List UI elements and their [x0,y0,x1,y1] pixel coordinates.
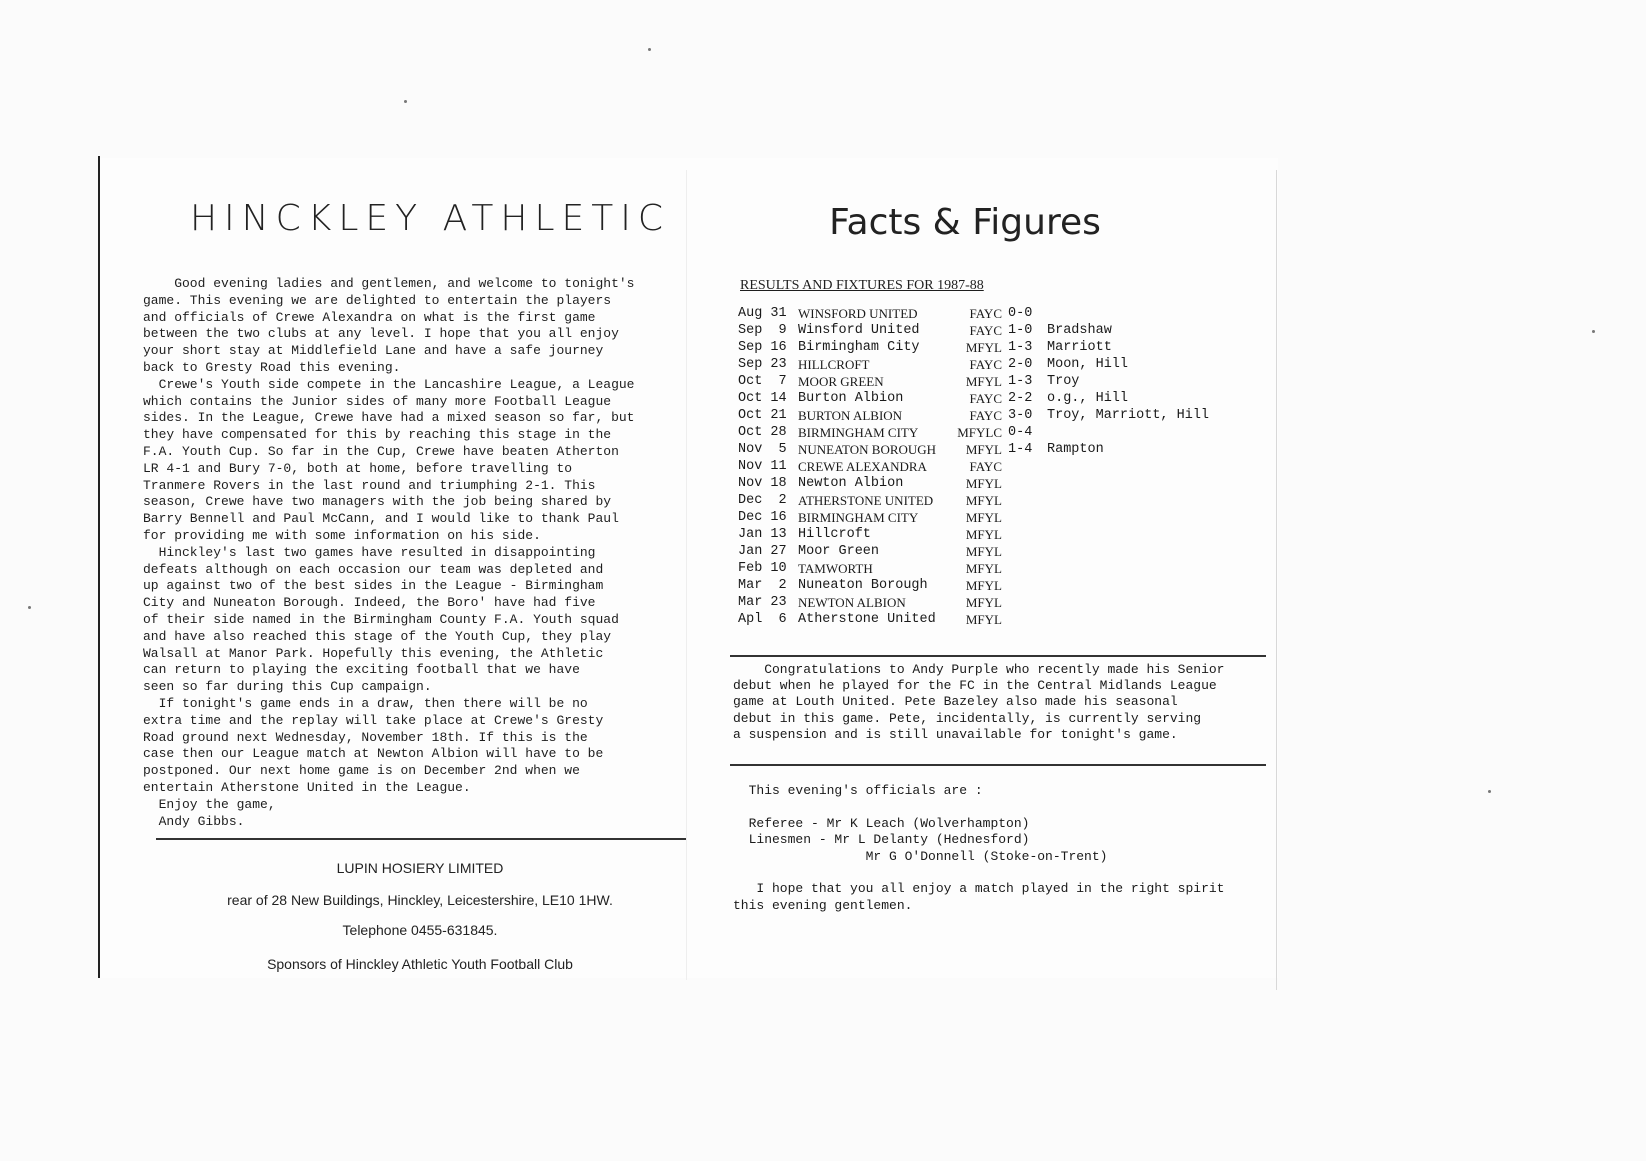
fixture-score: 2-0 [1008,357,1033,372]
fixture-competition: MFYL [965,374,1002,389]
fixture-opponent: Burton Albion [798,391,904,406]
fixture-date: Jan 13 [738,527,787,542]
fixture-opponent: ATHERSTONE UNITED [798,493,934,508]
fixture-score: 0-4 [1008,425,1033,440]
fixture-scorers: Rampton [1047,442,1104,457]
scan-speck [28,606,31,609]
sponsor-name: LUPIN HOSIERY LIMITED [336,860,504,876]
page-fold [686,170,687,980]
fixture-row [738,578,1238,595]
fixture-date: Jan 27 [738,544,787,559]
fixture-competition: MFYLC [957,425,1002,440]
fixture-score: 1-0 [1008,323,1033,338]
fixture-row [738,544,1238,561]
fixture-row [738,357,1238,374]
congratulations-note: Congratulations to Andy Purple who recently made his Senior debut when he played for the FC in the Central Midlands League game at Louth United. Pete Bazeley also made his seasonal debut in this game. Pete, incidentally, is currently serving a suspension and is still unavailable for tonight's game. [733,662,1225,742]
fixture-date: Mar 2 [738,578,787,593]
fixture-date: Oct 28 [738,425,787,440]
fixture-opponent: Winsford United [798,323,920,338]
fixture-date: Aug 31 [738,306,787,321]
fixture-competition: FAYC [969,323,1002,338]
fixture-scorers: Troy, Marriott, Hill [1047,408,1210,423]
scan-speck [1488,790,1491,793]
fixture-row [738,476,1238,493]
fixture-date: Dec 2 [738,493,787,508]
fixture-competition: MFYL [965,340,1002,355]
fixture-date: Mar 23 [738,595,787,610]
fixture-competition: FAYC [969,306,1002,321]
fixture-scorers: Bradshaw [1047,323,1112,338]
fixture-scorers: Troy [1047,374,1080,389]
fixture-opponent: Nuneaton Borough [798,578,928,593]
fixture-competition: FAYC [969,408,1002,423]
sponsor-credit: Sponsors of Hinckley Athletic Youth Football Club [267,956,573,972]
fixture-date: Oct 7 [738,374,787,389]
fixture-competition: MFYL [965,510,1002,525]
fixture-score: 1-3 [1008,340,1033,355]
sponsor-address: rear of 28 New Buildings, Hinckley, Leicestershire, LE10 1HW. [227,892,613,908]
fixture-competition: MFYL [965,442,1002,457]
fixture-opponent: HILLCROFT [798,357,870,372]
fixture-row [738,510,1238,527]
fixture-date: Apl 6 [738,612,787,627]
fixture-opponent: CREWE ALEXANDRA [798,459,927,474]
fixture-scorers: Moon, Hill [1047,357,1129,372]
fixture-row [738,391,1238,408]
fixture-scorers: o.g., Hill [1047,391,1129,406]
fixture-opponent: Atherstone United [798,612,936,627]
fixture-opponent: Birmingham City [798,340,920,355]
fixtures-heading: RESULTS AND FIXTURES FOR 1987-88 [740,278,984,293]
fixture-opponent: Newton Albion [798,476,904,491]
fixture-opponent: NEWTON ALBION [798,595,906,610]
fixture-row [738,459,1238,476]
fixture-competition: FAYC [969,391,1002,406]
fixture-opponent: Moor Green [798,544,880,559]
fixture-opponent: TAMWORTH [798,561,873,576]
fixture-opponent: BIRMINGHAM CITY [798,510,919,525]
fixture-date: Sep 23 [738,357,787,372]
fixture-date: Nov 18 [738,476,787,491]
sponsor-telephone: Telephone 0455-631845. [342,922,498,938]
fixture-competition: MFYL [965,595,1002,610]
fixture-row [738,425,1238,442]
sheet-right-edge [1276,170,1277,990]
fixture-competition: FAYC [969,357,1002,372]
congrats-divider-top [730,655,1266,657]
fixture-score: 0-0 [1008,306,1033,321]
fixture-opponent: BIRMINGHAM CITY [798,425,919,440]
fixture-score: 1-3 [1008,374,1033,389]
fixture-opponent: Hillcroft [798,527,871,542]
scan-speck [648,48,651,51]
fixture-date: Nov 5 [738,442,787,457]
fixture-date: Sep 9 [738,323,787,338]
officials-divider [730,764,1266,766]
fixture-row [738,493,1238,510]
fixture-row [738,323,1238,340]
fixture-competition: MFYL [965,578,1002,593]
fixture-opponent: NUNEATON BOROUGH [798,442,937,457]
club-title: HINCKLEY ATHLETIC [189,198,671,239]
fixture-competition: MFYL [965,544,1002,559]
officials-note: This evening's officials are : Referee - Mr K Leach (Wolverhampton) Linesmen - Mr L Delanty (Hednesford) Mr G O'Donnell (Stoke-on-Trent) I hope that you all enjoy a match played in the right spirit this evening gentlemen. [733,783,1225,913]
fixture-row [738,408,1238,425]
fixture-score: 3-0 [1008,408,1033,423]
fixture-opponent: MOOR GREEN [798,374,884,389]
fixture-date: Sep 16 [738,340,787,355]
fixture-row [738,527,1238,544]
facts-title: Facts & Figures [829,202,1101,243]
welcome-letter: Good evening ladies and gentlemen, and welcome to tonight's game. This evening we are delighted to entertain the players and officials of Crewe Alexandra on what is the first game between the two clubs at any level. I hope that you all enjoy your short stay at Middlefield Lane and have a safe journey back to Gresty Road this evening. Crewe's Youth side compete in the Lancashire League, a League which contains the Junior sides of many more Football League sides. In the League, Crewe have had a mixed season so far, but they have compensated for this by reaching this stage in the F.A. Youth Cup. So far in the Cup, Crewe have beaten Atherton LR 4-1 and Bury 7-0, both at home, before travelling to Tranmere Rovers in the last round and triumphing 2-1. This season, Crewe have two managers with the job being shared by Barry Bennell and Paul McCann, and I would like to thank Paul for providing me with some information on his side. Hinckley's last two games have resulted in disappointing defeats although on each occasion our team was depleted and up against two of the best sides in the League - Birmingham City and Nuneaton Borough. Indeed, the Boro' have had five of their side named in the Birmingham County F.A. Youth squad and have also reached this stage of the Youth Cup, they play Walsall at Manor Park. Hopefully this evening, the Athletic can return to playing the exciting football that we have seen so far during this Cup campaign. If tonight's game ends in a draw, then there will be no extra time and the replay will take place at Crewe's Gresty Road ground next Wednesday, November 18th. If this is the case then our League match at Newton Albion will have to be postponed. Our next home game is on December 2nd when we entertain Atherstone United in the League. Enjoy the game, Andy Gibbs. [143,276,635,829]
scan-speck [1592,330,1595,333]
fixture-date: Dec 16 [738,510,787,525]
fixture-score: 1-4 [1008,442,1033,457]
fixture-score: 2-2 [1008,391,1033,406]
fixture-date: Oct 21 [738,408,787,423]
fixture-competition: FAYC [969,459,1002,474]
fixtures-list [738,306,1238,629]
fixture-date: Nov 11 [738,459,787,474]
fixture-row [738,561,1238,578]
fixture-opponent: WINSFORD UNITED [798,306,918,321]
fixture-date: Oct 14 [738,391,787,406]
fixture-row [738,595,1238,612]
sheet-left-edge [98,156,100,978]
fixture-date: Feb 10 [738,561,787,576]
fixture-row [738,340,1238,357]
fixture-row [738,442,1238,459]
fixture-row [738,374,1238,391]
fixture-competition: MFYL [965,527,1002,542]
fixture-competition: MFYL [965,561,1002,576]
sponsor-divider [156,838,686,840]
fixture-scorers: Marriott [1047,340,1112,355]
fixture-opponent: BURTON ALBION [798,408,903,423]
fixture-row [738,306,1238,323]
fixture-row [738,612,1238,629]
fixture-competition: MFYL [965,476,1002,491]
fixture-competition: MFYL [965,612,1002,627]
fixture-competition: MFYL [965,493,1002,508]
scan-speck [404,100,407,103]
